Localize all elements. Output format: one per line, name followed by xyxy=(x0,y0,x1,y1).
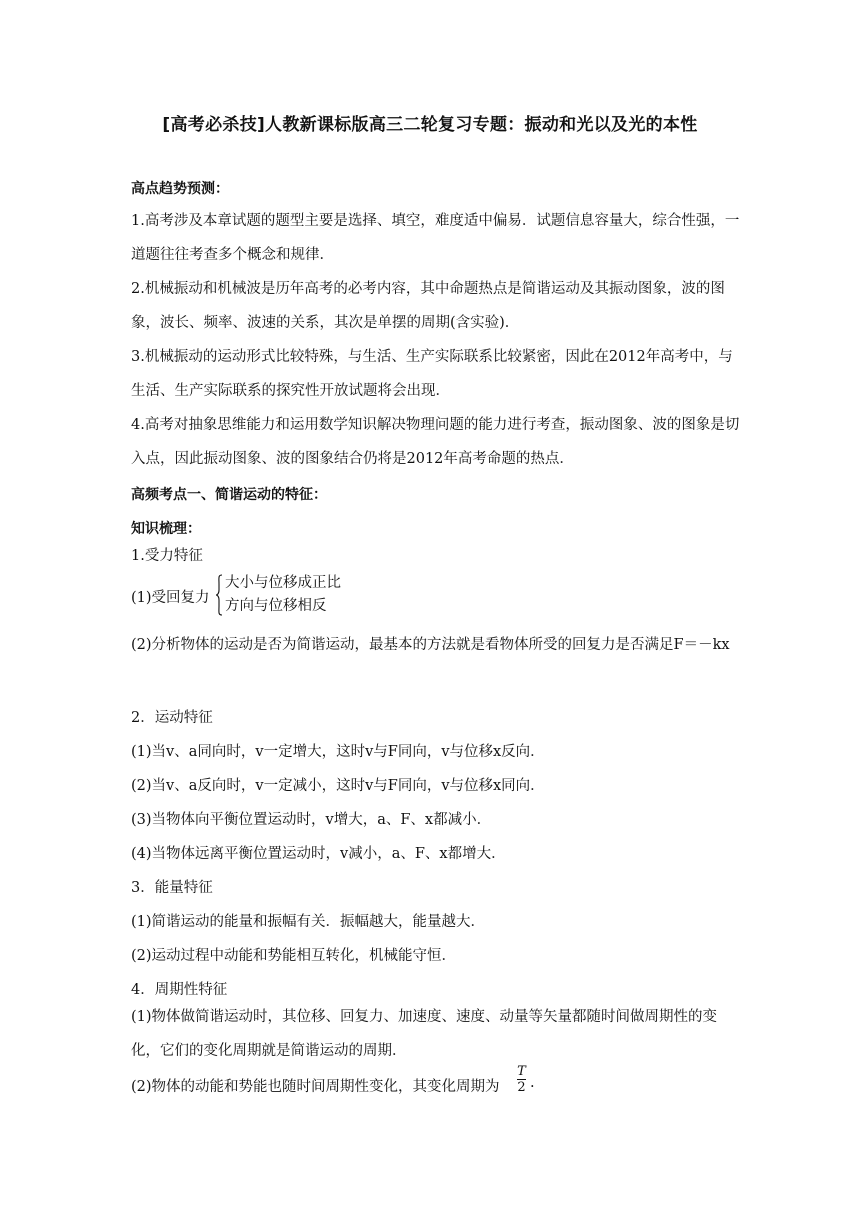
trend-item-4: 4.高考对抽象思维能力和运用数学知识解决物理问题的能力进行考查，振动图象、波的图象是切入点，因此振动图象、波的图象结合仍将是2012年高考命题的热点． xyxy=(131,417,740,467)
force-item-2: (2)分析物体的运动是否为简谐运动，最基本的方法就是看物体所受的回复力是否满足F＝－kx xyxy=(131,637,730,653)
period-item-2 xyxy=(131,1075,500,1096)
trend-item-1: 1.高考涉及本章试题的题型主要是选择、填空，难度适中偏易．试题信息容量大，综合性强，一道题往往考查多个概念和规律． xyxy=(131,213,740,263)
force-brace-lead: (1)受回复力 xyxy=(131,590,210,606)
fraction-denominator: 2 xyxy=(517,1080,526,1095)
document-title: [高考必杀技]人教新课标版高三二轮复习专题：振动和光以及光的本性 xyxy=(162,115,698,135)
energy-item-2: (2)运动过程中动能和势能相互转化，机械能守恒． xyxy=(131,948,457,964)
energy-heading: 3．能量特征 xyxy=(131,880,213,896)
freq-heading: 高频考点一、简谐运动的特征： xyxy=(131,487,327,503)
motion-item-1: (1)当v、a同向时，v一定增大，这时v与F同向，v与位移x反向． xyxy=(131,744,545,760)
motion-item-3: (3)当物体向平衡位置运动时，v增大，a、F、x都减小． xyxy=(131,812,492,828)
force-brace-items xyxy=(225,572,341,618)
period-item-1: (1)物体做简谐运动时，其位移、回复力、加速度、速度、动量等矢量都随时间做周期性的变化，它们的变化周期就是简谐运动的周期． xyxy=(131,1009,718,1059)
energy-item-1: (1)简谐运动的能量和振幅有关．振幅越大，能量越大． xyxy=(131,914,486,930)
motion-heading: 2．运动特征 xyxy=(131,710,213,726)
trend-item-2: 2.机械振动和机械波是历年高考的必考内容，其中命题热点是简谐运动及其振动图象，波的图象，波长、频率、波速的关系，其次是单摆的周期(含实验)． xyxy=(131,281,725,331)
period-item-2-text: (2)物体的动能和势能也随时间周期性变化，其变化周期为 xyxy=(131,1079,500,1095)
motion-item-2: (2)当v、a反向时，v一定减小，这时v与F同向，v与位移x同向． xyxy=(131,778,545,794)
force-heading: 1.受力特征 xyxy=(131,548,203,564)
fraction-t-over-2 xyxy=(517,1064,526,1095)
force-brace-item-1: 大小与位移成正比 xyxy=(225,575,341,591)
period-heading: 4．周期性特征 xyxy=(131,982,228,998)
curly-brace-icon xyxy=(215,574,223,616)
period-item-2-end: . xyxy=(530,1075,535,1091)
motion-item-4: (4)当物体远离平衡位置运动时，v减小，a、F、x都增大． xyxy=(131,846,506,862)
fraction-numerator: T xyxy=(517,1064,526,1079)
force-brace-item-2: 方向与位移相反 xyxy=(225,598,327,614)
trend-heading: 高点趋势预测： xyxy=(131,181,229,197)
knowledge-heading: 知识梳理： xyxy=(131,521,201,537)
trend-item-3: 3.机械振动的运动形式比较特殊，与生活、生产实际联系比较紧密，因此在2012年高考中，与生活、生产实际联系的探究性开放试题将会出现． xyxy=(131,349,733,399)
